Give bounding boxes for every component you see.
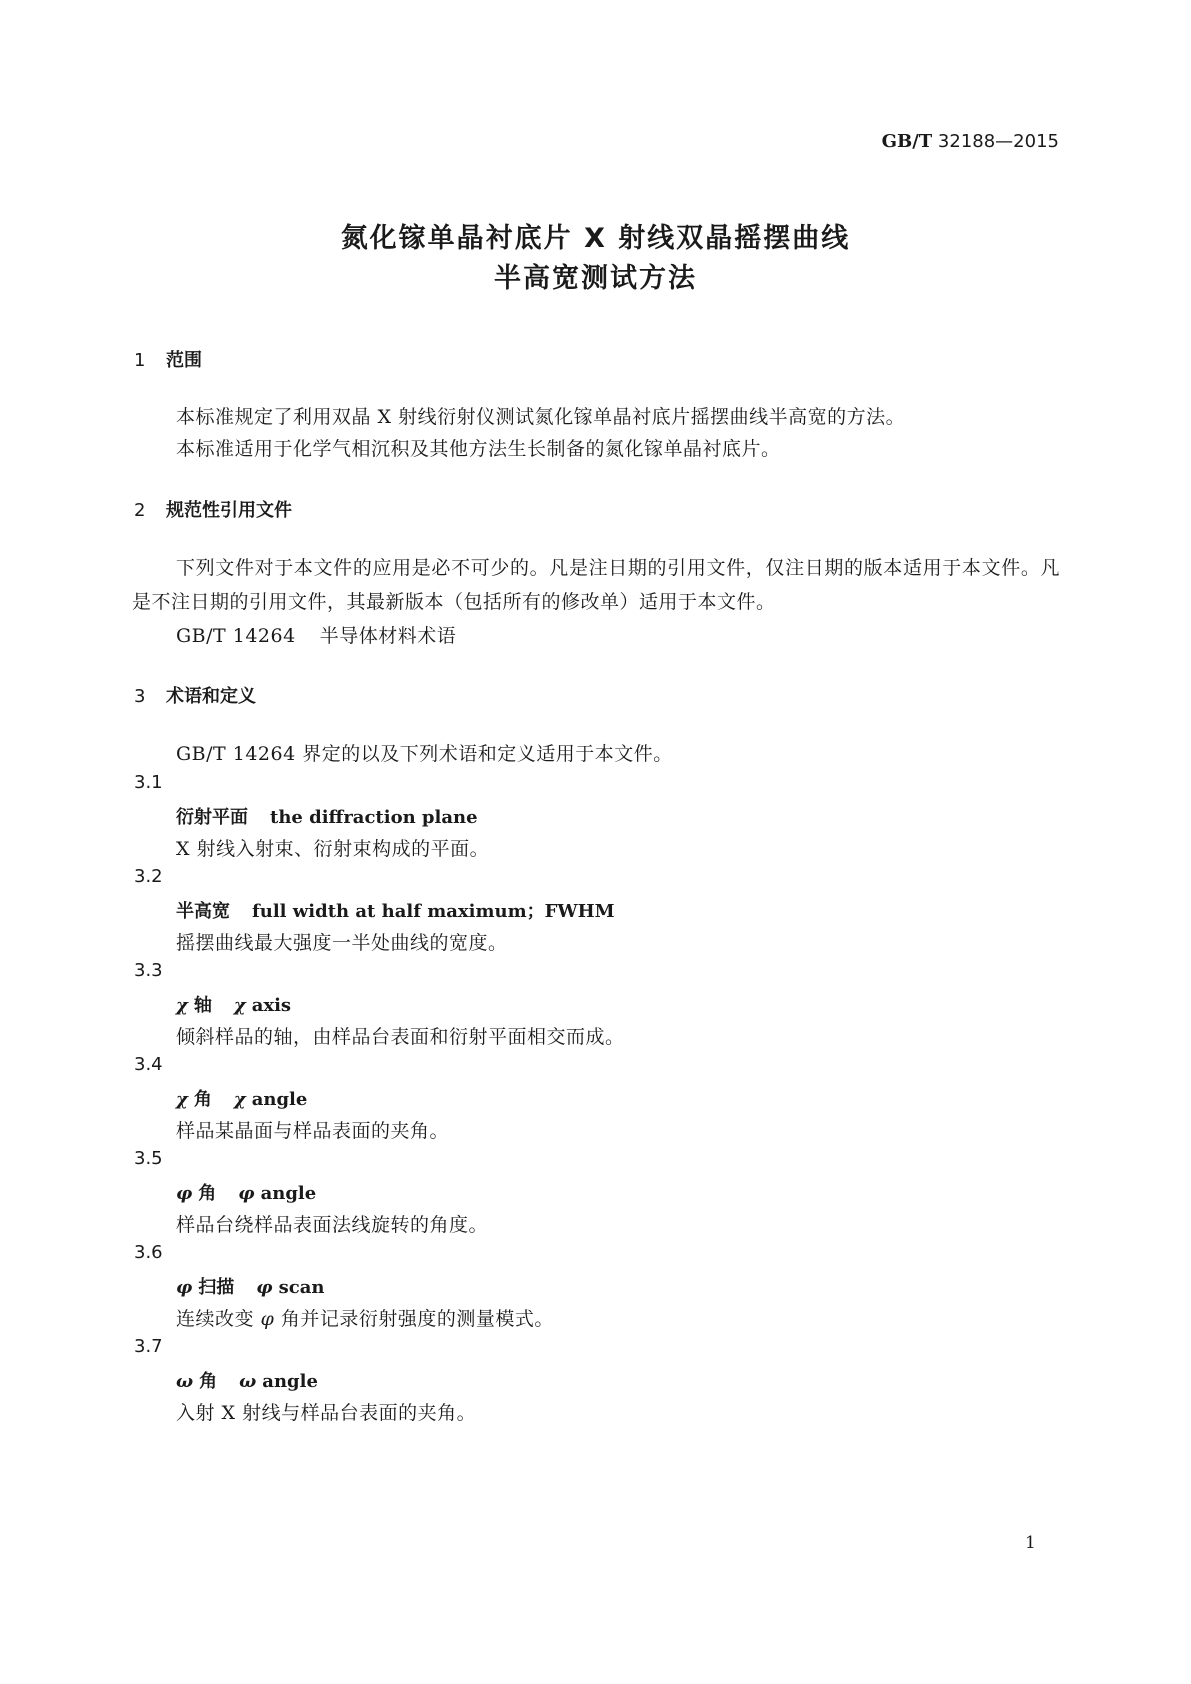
term-en [238, 1183, 316, 1204]
term-en [256, 1277, 324, 1298]
term-zh: 角 [199, 1371, 218, 1392]
term-en-text: angle [251, 1089, 308, 1110]
term-symbol: ω [176, 1371, 194, 1392]
term-symbol: φ [176, 1277, 193, 1298]
term-number: 3.1 [134, 772, 163, 793]
term-number: 3.4 [134, 1054, 163, 1075]
term-symbol: φ [256, 1277, 273, 1298]
term-en-text: angle [262, 1371, 318, 1392]
term-definition: 倾斜样品的轴，由样品台表面和衍射平面相交而成。 [176, 1026, 625, 1048]
term-number: 3.3 [134, 960, 163, 981]
term-heading [176, 1367, 318, 1393]
term-heading [176, 1179, 316, 1205]
term-en-text: angle [260, 1183, 317, 1204]
section-1-paragraph-2: 本标准适用于化学气相沉积及其他方法生长制备的氮化镓单晶衬底片。 [176, 438, 781, 460]
section-number: 1 [134, 350, 146, 371]
section-3-intro: GB/T 14264 界定的以及下列术语和定义适用于本文件。 [176, 743, 673, 765]
term-number: 3.6 [134, 1242, 163, 1263]
section-3-heading [134, 682, 256, 708]
term-definition: 样品某晶面与样品表面的夹角。 [176, 1120, 450, 1142]
term-symbol: χ [176, 1089, 188, 1110]
definition-text-post: 角并记录衍射强度的测量模式。 [274, 1308, 554, 1330]
term-en: full width at half maximum；FWHM [252, 901, 615, 922]
term-en-text: axis [251, 995, 292, 1016]
term-definition [176, 1304, 554, 1331]
section-1-paragraph-1: 本标准规定了利用双晶 X 射线衍射仪测试氮化镓单晶衬底片摇摆曲线半高宽的方法。 [176, 406, 906, 428]
standard-code [882, 131, 1059, 152]
term-heading [176, 1085, 307, 1111]
section-number: 2 [134, 500, 146, 521]
section-title: 范围 [166, 350, 202, 371]
term-definition: 样品台绕样品表面法线旋转的角度。 [176, 1214, 489, 1236]
definition-text-pre: 连续改变 [176, 1308, 261, 1330]
term-symbol: φ [176, 1183, 193, 1204]
term-zh: 半高宽 [176, 901, 230, 922]
term-heading [176, 803, 478, 829]
term-definition: 摇摆曲线最大强度一半处曲线的宽度。 [176, 932, 508, 954]
term-heading [176, 991, 291, 1017]
term-zh: 角 [198, 1183, 217, 1204]
definition-symbol: φ [260, 1308, 275, 1330]
normative-reference [176, 621, 456, 648]
term-symbol: χ [233, 1089, 246, 1110]
term-symbol: χ [176, 995, 188, 1016]
standard-prefix: GB/T [881, 131, 933, 152]
section-title: 规范性引用文件 [166, 500, 292, 521]
term-zh: 扫描 [198, 1277, 235, 1298]
document-title-line-2: 半高宽测试方法 [494, 263, 697, 294]
term-symbol: φ [238, 1183, 255, 1204]
term-en: the diffraction plane [270, 807, 478, 828]
term-zh: 角 [193, 1089, 212, 1110]
section-2-heading [134, 496, 292, 522]
term-en-text: scan [278, 1277, 325, 1298]
term-en [239, 1371, 318, 1392]
reference-title: 半导体材料术语 [319, 625, 457, 647]
page-number: 1 [1025, 1533, 1036, 1553]
term-en [234, 1089, 307, 1110]
term-symbol: ω [239, 1371, 257, 1392]
term-definition: X 射线入射束、衍射束构成的平面。 [176, 838, 490, 860]
term-number: 3.5 [134, 1148, 163, 1169]
term-symbol: χ [233, 995, 246, 1016]
standard-number: 32188—2015 [937, 131, 1059, 152]
term-definition: 入射 X 射线与样品台表面的夹角。 [176, 1402, 477, 1424]
term-zh: 衍射平面 [176, 807, 248, 828]
reference-code: GB/T 14264 [176, 625, 296, 647]
term-en [234, 995, 291, 1016]
section-1-heading [134, 346, 202, 372]
term-number: 3.7 [134, 1336, 163, 1357]
document-title-line-1: 氮化镓单晶衬底片 X 射线双晶摇摆曲线 [340, 223, 851, 254]
term-heading [176, 1273, 324, 1299]
section-title: 术语和定义 [166, 686, 256, 707]
term-heading [176, 897, 615, 923]
term-number: 3.2 [134, 866, 163, 887]
section-number: 3 [134, 686, 146, 707]
term-zh: 轴 [193, 995, 212, 1016]
section-2-paragraph-1: 下列文件对于本文件的应用是必不可少的。凡是注日期的引用文件，仅注日期的版本适用于本文件。凡是不注日期的引用文件，其最新版本（包括所有的修改单）适用于本文件。 [132, 557, 1060, 613]
